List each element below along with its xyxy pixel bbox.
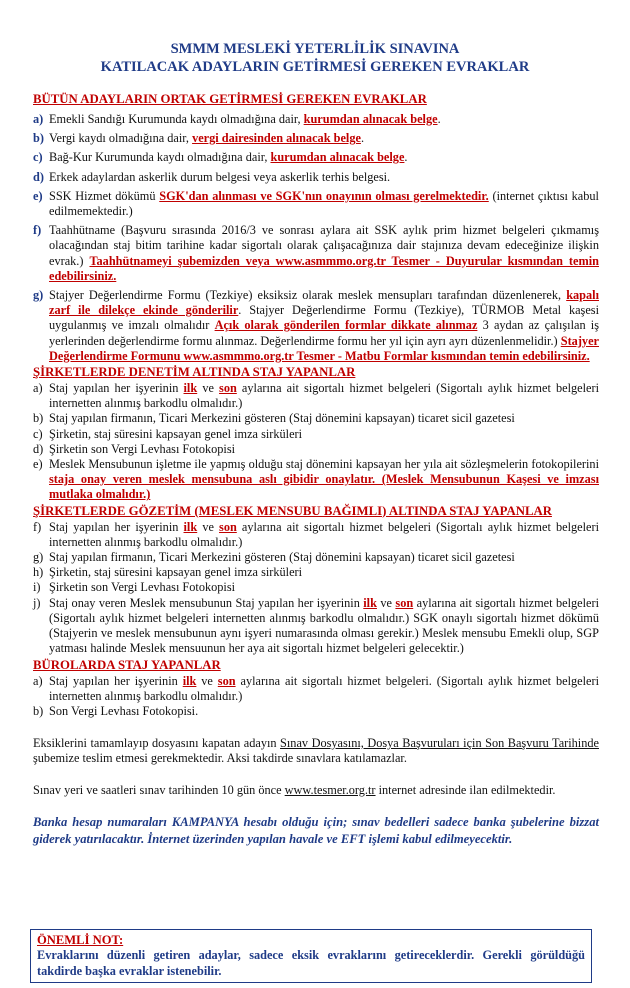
- section-heading-supervision: ŞİRKETLERDE GÖZETİM (MESLEK MENSUBU BAĞIMLI) ALTINDA STAJ YAPANLAR: [33, 503, 552, 518]
- list-item: a) Staj yapılan her işyerinin ilk ve son aylarına ait sigortalı hizmet belgeleri (Sigortalı aylık hizmet belgeleri internetten alınmış barkodlu olmalıdır.): [33, 381, 599, 411]
- section-heading-audit: ŞİRKETLERDE DENETİM ALTINDA STAJ YAPANLAR: [33, 365, 356, 380]
- document-body: [33, 91, 599, 848]
- important-note-text: Evraklarını düzenli getiren adaylar, sadece eksik evraklarını getireceklerdir. Gerekli görüldüğü takdirde başka evraklar istenebilir.: [37, 948, 585, 978]
- document-title-line1: SMMM MESLEKİ YETERLİLİK SINAVINA: [170, 41, 460, 57]
- list-item: c) Şirketin, staj süresini kapsayan genel imza sirküleri: [33, 426, 303, 441]
- list-item: b) Son Vergi Levhası Fotokopisi.: [33, 703, 199, 718]
- list-item: h) Şirketin, staj süresini kapsayan genel imza sirküleri: [33, 565, 303, 580]
- list-item: b) Staj yapılan firmanın, Ticari Merkezini gösteren (Staj dönemini kapsayan) ticaret sicil gazetesi: [33, 411, 515, 426]
- list-item: c) Bağ-Kur Kurumunda kaydı olmadığına dair, kurumdan alınacak belge.: [33, 150, 408, 165]
- list-item: g) Staj yapılan firmanın, Ticari Merkezini gösteren (Staj dönemini kapsayan) ticaret sicil gazetesi: [33, 550, 515, 565]
- section-heading-office: BÜROLARDA STAJ YAPANLAR: [33, 657, 221, 672]
- list-item: i) Şirketin son Vergi Levhası Fotokopisi: [33, 580, 236, 595]
- section-heading-common: BÜTÜN ADAYLARIN ORTAK GETİRMESİ GEREKEN EVRAKLAR: [33, 92, 427, 106]
- list-item: d) Erkek adaylardan askerlik durum belgesi veya askerlik terhis belgesi.: [33, 169, 391, 184]
- deadline-paragraph: Eksiklerini tamamlayıp dosyasını kapatan adayın Sınav Dosyasını, Dosya Başvuruları için Son Başvuru Tarihinde şubemize teslim etmesi gerekmektedir. Aksi takdirde sınavlara katılamazlar.: [33, 736, 599, 766]
- list-item: b) Vergi kaydı olmadığına dair, vergi dairesinden alınacak belge.: [33, 131, 365, 146]
- list-item: d) Şirketin son Vergi Levhası Fotokopisi: [33, 441, 236, 456]
- exam-info-paragraph: Sınav yeri ve saatleri sınav tarihinden 10 gün önce www.tesmer.org.tr internet adresinde ilan edilmektedir.: [33, 782, 556, 797]
- list-item: a) Staj yapılan her işyerinin ilk ve son aylarına ait sigortalı hizmet belgeleri. (Sigortalı aylık hizmet belgeleri internetten alınmış barkodlu olmalıdır.): [33, 673, 599, 703]
- list-item: e) SSK Hizmet dökümü SGK'dan alınması ve SGK'nın onayının olması gerelmektedir. (internet çıktısı kabul edilmemektedir.): [33, 188, 599, 219]
- document-title-line2: KATILACAK ADAYLARIN GETİRMESİ GEREKEN EVRAKLAR: [100, 59, 530, 75]
- list-item: g) Stajyer Değerlendirme Formu (Tezkiye) eksiksiz olarak meslek mensupları tarafından düzenlenerek, kapalı zarf ile dilekçe ekinde gönderilir. Stajyer Değerlendirme Formu (Tezkiye), TÜRMOB Metal kaşesi uygulanmış ve imzalı olmalıdır Açık olarak gönderilen formlar dikkate alınmaz 3 aydan az çalışılan iş yerlerinden değerlendirme formu alınmaz. Değerlendirme formu her yıl için ayrı ayrı düzenlenmelidir.) Stajyer Değerlendirme Formunu www.asmmmo.org.tr Tesmer - Matbu Formlar kısmından temin edebilirsiniz.: [33, 288, 599, 363]
- list-item: e) Meslek Mensubunun işletme ile yapmış olduğu staj dönemini kapsayan her yıla ait sözleşmelerin fotokopilerini staja onay veren meslek mensubuna aslı gibidir onaylatır. (Meslek Mensubunun Kaşesi ve imzası mutlaka olmalıdır.): [33, 457, 599, 502]
- bank-note: Banka hesap numaraları KAMPANYA hesabı olduğu için; sınav bedelleri sadece banka şubelerine bizzat giderek yatırılacaktır. İnternet üzerinden yapılan havale ve EFT işlemi kabul edilmeyecektir.: [33, 814, 599, 846]
- important-note-heading: ÖNEMLİ NOT:: [37, 933, 124, 947]
- list-item: j) Staj onay veren Meslek mensubunun Staj yapılan her işyerinin ilk ve son aylarına ait sigortalı hizmet belgeleri (Sigortalı aylık hizmet belgeleri internetten alınmış barkodlu olmalıdır.) SGK onaylı sigortalı hizmet dökümü (Stajyerin ve meslek mensubunun aynı işyeri numarasında olması gerekir.) Meslek mensubu Emekli olup, SGP yatması halinde Meslek mensuunun her aya ait sigortalı hizmet belgeleri gelecektir.): [33, 595, 599, 656]
- list-item: a) Emekli Sandığı Kurumunda kaydı olmadığına dair, kurumdan alınacak belge.: [33, 112, 441, 126]
- tesmer-link[interactable]: www.tesmer.org.tr: [284, 782, 376, 797]
- important-note-box: [30, 929, 592, 983]
- list-item: f) Taahhütname (Başvuru sırasında 2016/3 ve sonrası aylara ait SSK aylık prim hizmet belgeleri çıkmamış olacağından staj bitim tarihine kadar sigortalı olarak çalışacağınıza dair stajınıza devam edeceğinize ilişkin evrak.) Taahhütnameyi şubemizden veya www.asmmmo.org.tr Tesmer - Duyurular kısmından temin edebilirsiniz.: [33, 223, 599, 283]
- list-item: f) Staj yapılan her işyerinin ilk ve son aylarına ait sigortalı hizmet belgeleri (Sigortalı aylık hizmet belgeleri internetten alınmış barkodlu olmalıdır.): [33, 519, 599, 549]
